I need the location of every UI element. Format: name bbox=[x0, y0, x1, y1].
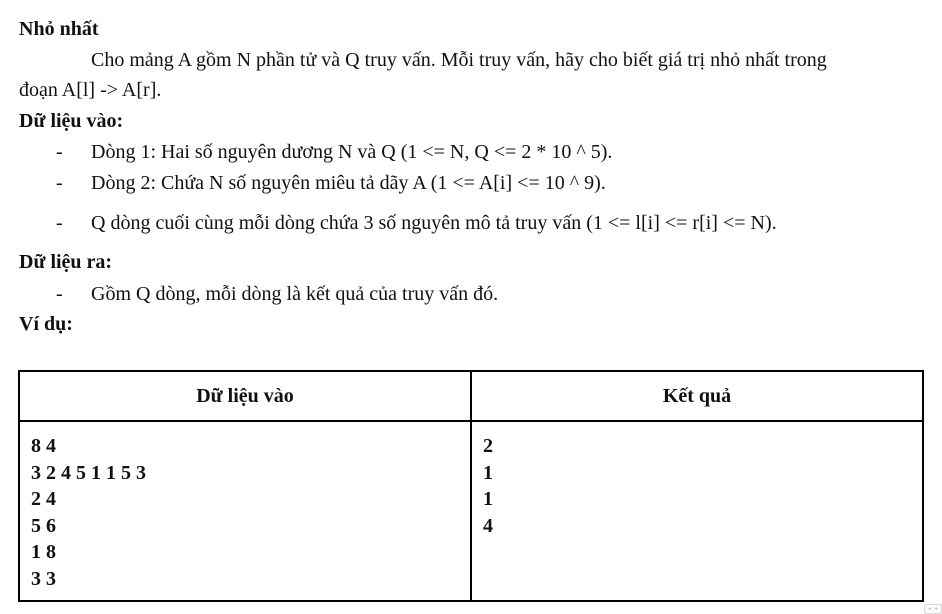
input-bullet-3: Q dòng cuối cùng mỗi dòng chứa 3 số nguyên mô tả truy vấn (1 <= l[i] <= r[i] <= N). bbox=[91, 212, 777, 234]
example-output-line: 4 bbox=[483, 514, 493, 537]
example-input-line: 5 6 bbox=[31, 514, 56, 537]
example-heading: Ví dụ: bbox=[19, 313, 73, 335]
page-title: Nhỏ nhất bbox=[19, 18, 99, 40]
example-table bbox=[18, 370, 924, 602]
example-output-header: Kết quả bbox=[471, 371, 923, 421]
example-table-body-row bbox=[19, 421, 923, 601]
example-output-line: 1 bbox=[483, 461, 493, 484]
input-bullet-2: Dòng 2: Chứa N số nguyên miêu tả dãy A (1 <= A[i] <= 10 ^ 9). bbox=[91, 172, 606, 194]
bullet-marker: - bbox=[56, 212, 63, 234]
output-section-heading: Dữ liệu ra: bbox=[19, 251, 113, 273]
example-input-line: 3 3 bbox=[31, 567, 56, 590]
example-input-line: 2 4 bbox=[31, 488, 56, 510]
problem-statement-line-1: Cho mảng A gồm N phần tử và Q truy vấn. Mỗi truy vấn, hãy cho biết giá trị nhỏ nhất trong bbox=[91, 49, 827, 71]
input-bullet-1: Dòng 1: Hai số nguyên dương N và Q (1 <= N, Q <= 2 * 10 ^ 5). bbox=[91, 141, 613, 163]
example-output-cell bbox=[471, 421, 923, 601]
input-section-heading: Dữ liệu vào: bbox=[19, 110, 124, 132]
bullet-marker: - bbox=[56, 283, 63, 305]
more-dots-icon[interactable]: • • bbox=[924, 604, 942, 614]
example-input-cell bbox=[19, 421, 471, 601]
output-bullet-1: Gồm Q dòng, mỗi dòng là kết quả của truy vấn đó. bbox=[91, 283, 499, 305]
example-input-line: 3 2 4 5 1 1 5 3 bbox=[31, 461, 146, 484]
example-input-line: 1 8 bbox=[31, 541, 56, 563]
example-table-header-row bbox=[19, 371, 923, 421]
example-input-line: 8 4 bbox=[31, 435, 56, 457]
example-output-line: 2 bbox=[483, 435, 493, 457]
bullet-marker: - bbox=[56, 141, 63, 163]
example-input-header: Dữ liệu vào bbox=[19, 371, 471, 421]
problem-statement-line-2: đoạn A[l] -> A[r]. bbox=[19, 79, 162, 101]
bullet-marker: - bbox=[56, 172, 63, 194]
example-output-line: 1 bbox=[483, 488, 493, 510]
